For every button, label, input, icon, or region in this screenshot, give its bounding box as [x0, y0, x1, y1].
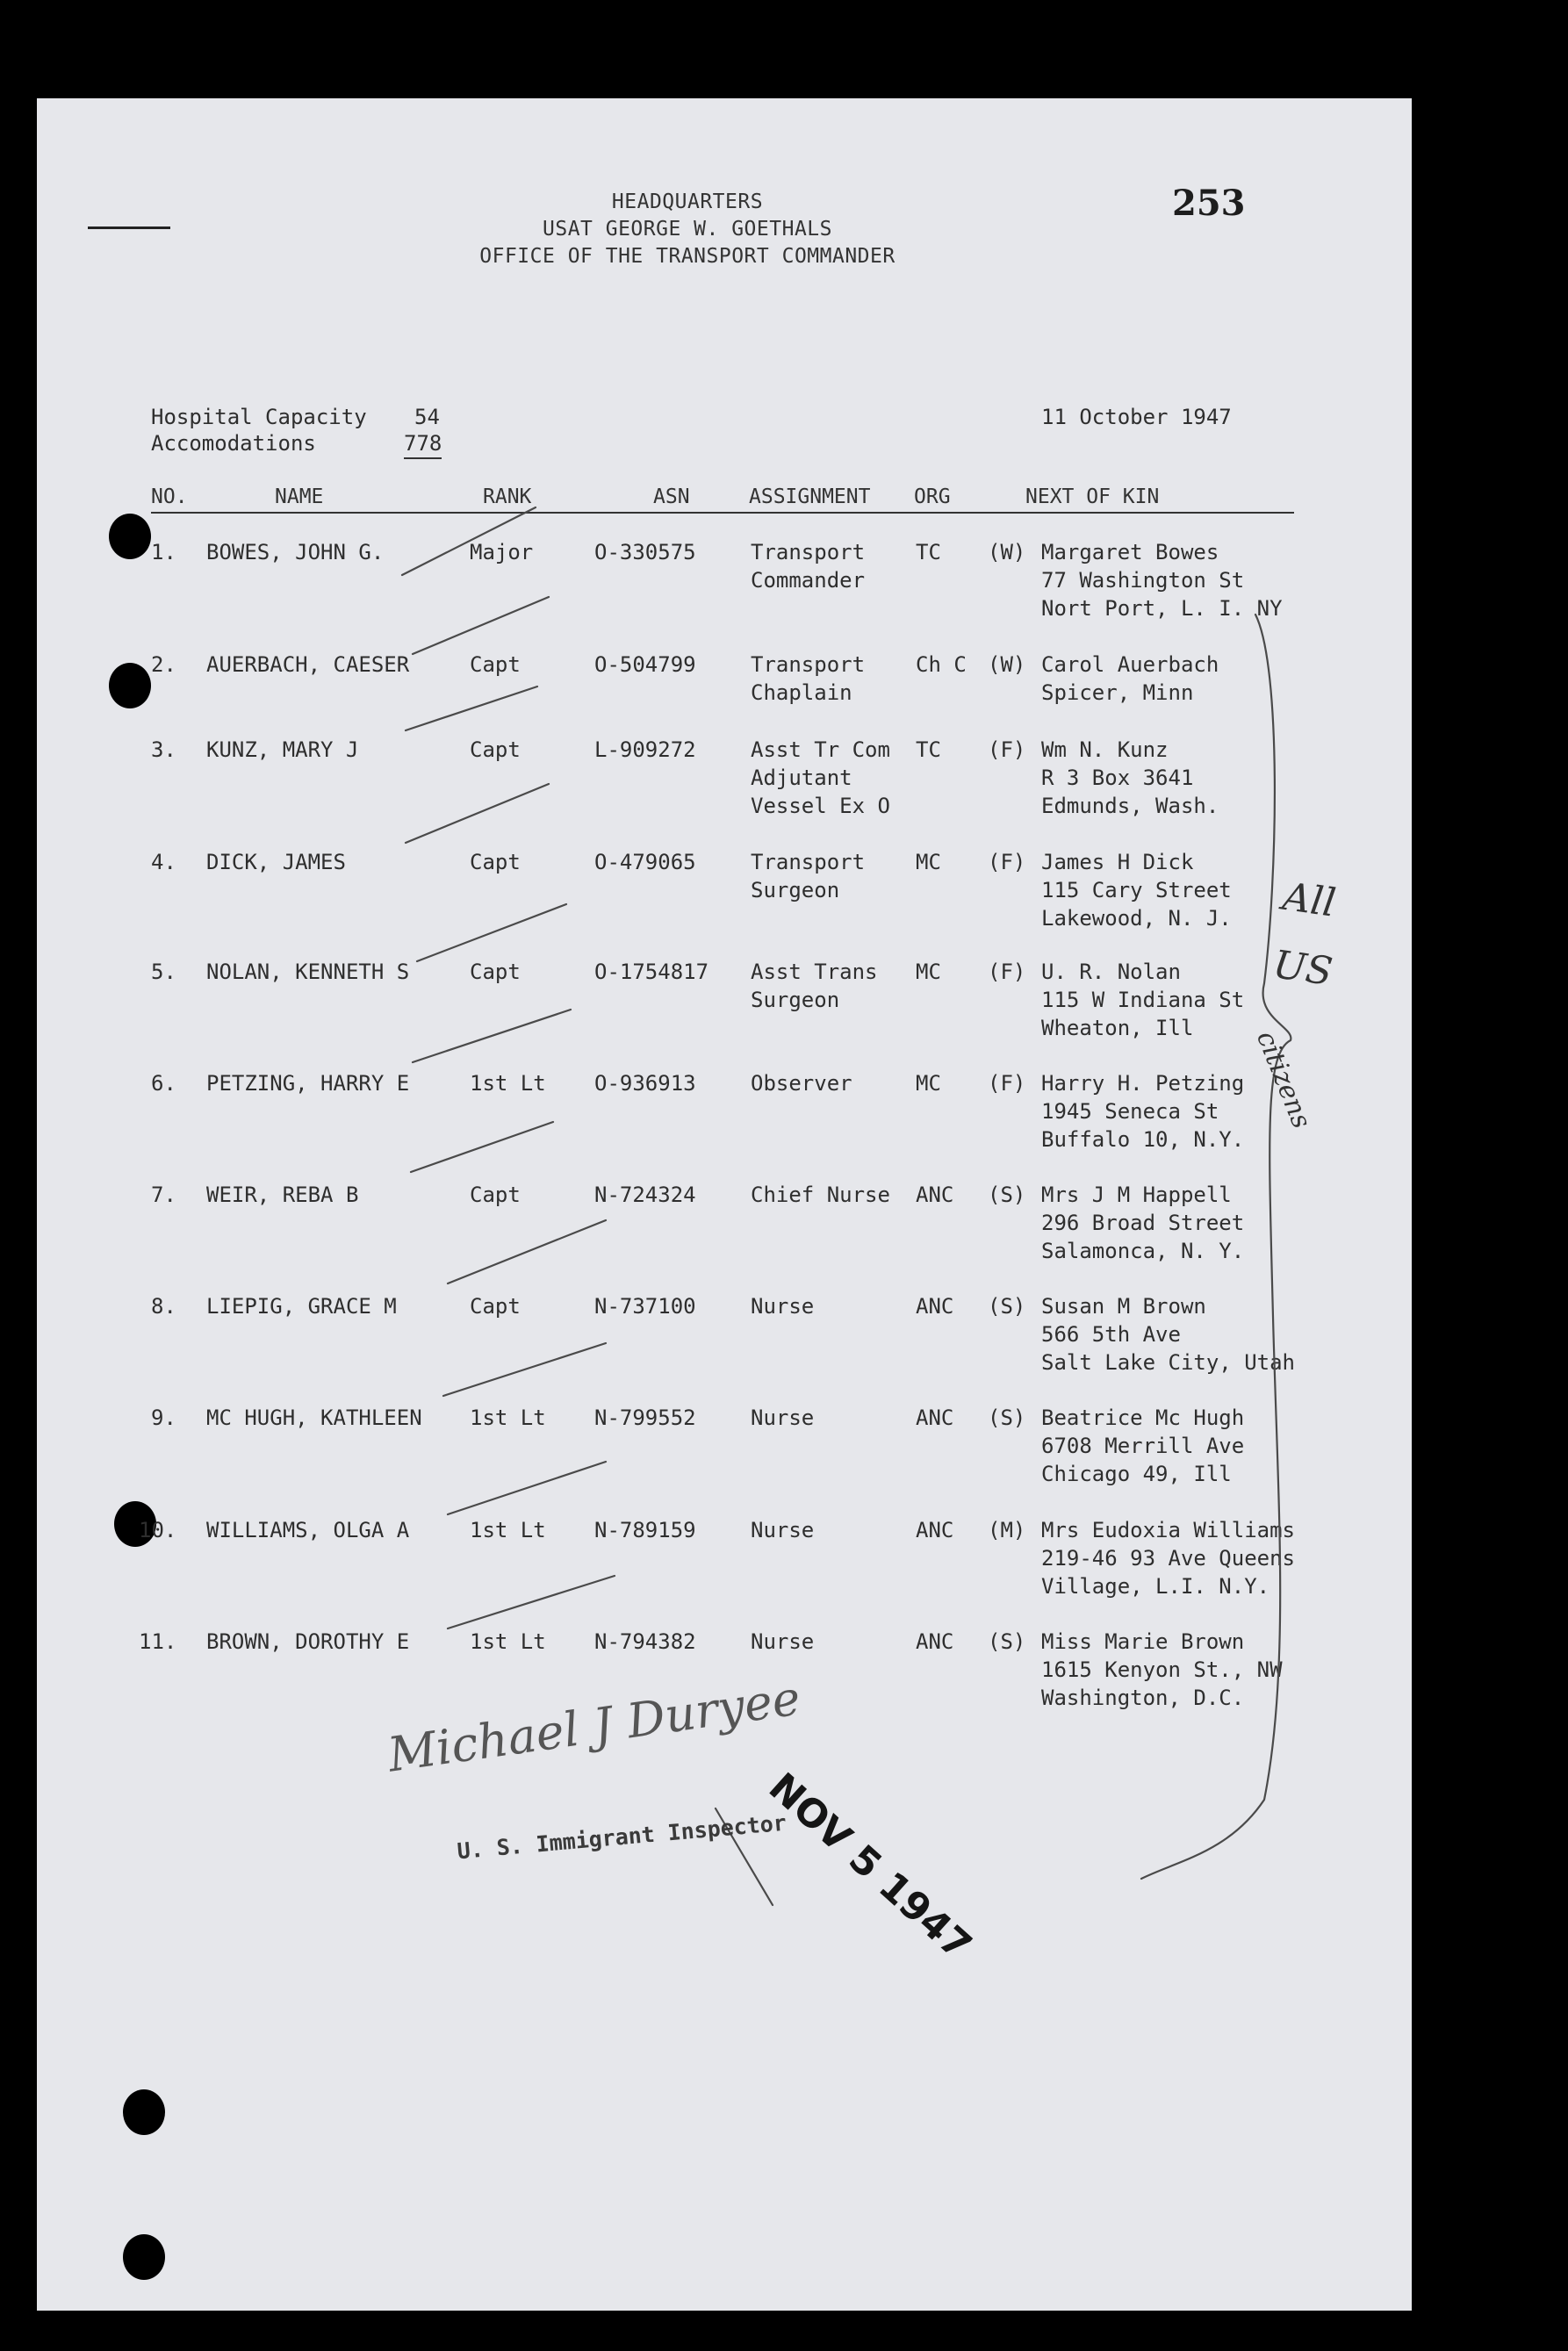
header-line-2: USAT GEORGE W. GOETHALS	[543, 218, 832, 241]
row-asn: O-504799	[594, 652, 696, 677]
margin-note: All US citizens	[1249, 874, 1339, 1133]
row-rank: 1st Lt	[470, 1071, 546, 1096]
row-relation: (S)	[988, 1629, 1026, 1654]
row-next-of-kin-line: 115 Cary Street	[1041, 878, 1232, 902]
row-rank: 1st Lt	[470, 1406, 546, 1430]
row-relation: (M)	[988, 1518, 1026, 1542]
row-rank: Capt	[470, 1294, 521, 1319]
row-next-of-kin-line: Mrs J M Happell	[1041, 1183, 1232, 1207]
header-line-3: OFFICE OF THE TRANSPORT COMMANDER	[479, 245, 895, 268]
hospital-capacity-label: Hospital Capacity	[151, 405, 367, 429]
row-assignment-line: Nurse	[751, 1294, 815, 1319]
rank-strokes	[402, 507, 615, 1628]
row-asn: O-330575	[594, 540, 696, 564]
row-number: 11.	[139, 1629, 177, 1654]
row-assignment-line: Nurse	[751, 1518, 815, 1542]
row-org: TC	[916, 737, 941, 762]
row-name: AUERBACH, CAESER	[206, 652, 410, 677]
row-org: ANC	[916, 1294, 954, 1319]
row-next-of-kin-line: 77 Washington St	[1041, 568, 1245, 593]
row-assignment-line: Surgeon	[751, 878, 840, 902]
row-name: BOWES, JOHN G.	[206, 540, 385, 564]
document-date: 11 October 1947	[1041, 405, 1232, 429]
row-assignment-line: Observer	[751, 1071, 852, 1096]
row-relation: (W)	[988, 652, 1026, 677]
row-name: WILLIAMS, OLGA A	[206, 1518, 410, 1542]
immigrant-inspector-stamp: U. S. Immigrant Inspector	[456, 1809, 788, 1865]
accommodations-value: 778	[404, 429, 442, 459]
row-org: ANC	[916, 1518, 954, 1542]
row-asn: N-737100	[594, 1294, 696, 1319]
row-next-of-kin-line: Harry H. Petzing	[1041, 1071, 1245, 1096]
header-line-1: HEADQUARTERS	[611, 191, 764, 213]
row-number: 9.	[151, 1406, 176, 1430]
row-rank: Capt	[470, 737, 521, 762]
row-next-of-kin-line: 115 W Indiana St	[1041, 988, 1245, 1012]
row-rank: Capt	[470, 960, 521, 984]
row-asn: L-909272	[594, 737, 696, 762]
row-rank: Major	[470, 540, 534, 564]
row-name: LIEPIG, GRACE M	[206, 1294, 397, 1319]
row-next-of-kin-line: Nort Port, L. I. NY	[1041, 596, 1283, 621]
row-next-of-kin-line: Wheaton, Ill	[1041, 1016, 1194, 1040]
date-stamp: NOV 5 1947	[759, 1765, 981, 1969]
row-name: PETZING, HARRY E	[206, 1071, 410, 1096]
row-asn: N-794382	[594, 1629, 696, 1654]
row-name: WEIR, REBA B	[206, 1183, 359, 1207]
row-assignment-line: Vessel Ex O	[751, 794, 890, 818]
row-name: BROWN, DOROTHY E	[206, 1629, 410, 1654]
row-next-of-kin-line: Salt Lake City, Utah	[1041, 1350, 1295, 1375]
row-relation: (S)	[988, 1406, 1026, 1430]
col-header-assignment: ASSIGNMENT	[749, 485, 871, 508]
row-asn: N-799552	[594, 1406, 696, 1430]
row-next-of-kin-line: Carol Auerbach	[1041, 652, 1219, 677]
row-asn: O-479065	[594, 850, 696, 874]
row-relation: (F)	[988, 1071, 1026, 1096]
row-relation: (S)	[988, 1294, 1026, 1319]
row-rank: Capt	[470, 1183, 521, 1207]
row-assignment-line: Chaplain	[751, 680, 852, 705]
accommodations-label: Accomodations	[151, 431, 316, 456]
row-next-of-kin-line: 1945 Seneca St	[1041, 1099, 1219, 1124]
row-assignment-line: Transport	[751, 652, 866, 677]
row-number: 8.	[151, 1294, 176, 1319]
row-next-of-kin-line: 1615 Kenyon St., NW	[1041, 1657, 1283, 1682]
row-next-of-kin-line: Margaret Bowes	[1041, 540, 1219, 564]
page-number: 253	[1172, 183, 1246, 224]
row-next-of-kin-line: Miss Marie Brown	[1041, 1629, 1245, 1654]
row-relation: (W)	[988, 540, 1026, 564]
row-assignment-line: Nurse	[751, 1406, 815, 1430]
row-next-of-kin-line: Beatrice Mc Hugh	[1041, 1406, 1245, 1430]
row-number: 6.	[151, 1071, 176, 1096]
row-org: MC	[916, 1071, 941, 1096]
row-rank: 1st Lt	[470, 1518, 546, 1542]
row-next-of-kin-line: Spicer, Minn	[1041, 680, 1194, 705]
row-rank: Capt	[470, 652, 521, 677]
row-next-of-kin-line: 219-46 93 Ave Queens	[1041, 1546, 1295, 1571]
row-number: 7.	[151, 1183, 176, 1207]
row-assignment-line: Commander	[751, 568, 866, 593]
row-next-of-kin-line: 566 5th Ave	[1041, 1322, 1181, 1347]
row-org: ANC	[916, 1183, 954, 1207]
row-assignment-line: Transport	[751, 540, 866, 564]
brace-mark	[1141, 615, 1291, 1879]
row-org: ANC	[916, 1629, 954, 1654]
row-relation: (S)	[988, 1183, 1026, 1207]
col-header-no: NO.	[151, 485, 188, 508]
row-next-of-kin-line: 296 Broad Street	[1041, 1211, 1245, 1235]
row-next-of-kin-line: Washington, D.C.	[1041, 1686, 1245, 1710]
row-next-of-kin-line: Village, L.I. N.Y.	[1041, 1574, 1270, 1599]
row-next-of-kin-line: Edmunds, Wash.	[1041, 794, 1219, 818]
row-next-of-kin-line: 6708 Merrill Ave	[1041, 1434, 1245, 1458]
row-asn: O-1754817	[594, 960, 709, 984]
row-org: MC	[916, 960, 941, 984]
row-assignment-line: Surgeon	[751, 988, 840, 1012]
row-next-of-kin-line: Susan M Brown	[1041, 1294, 1206, 1319]
row-assignment-line: Chief Nurse	[751, 1183, 890, 1207]
row-assignment-line: Asst Tr Com	[751, 737, 890, 762]
row-rank: 1st Lt	[470, 1629, 546, 1654]
row-asn: O-936913	[594, 1071, 696, 1096]
row-number: 3.	[151, 737, 176, 762]
row-asn: N-789159	[594, 1518, 696, 1542]
row-assignment-line: Asst Trans	[751, 960, 878, 984]
row-number: 5.	[151, 960, 176, 984]
hospital-capacity-value: 54	[414, 405, 440, 429]
row-next-of-kin-line: R 3 Box 3641	[1041, 766, 1194, 790]
row-relation: (F)	[988, 850, 1026, 874]
row-org: MC	[916, 850, 941, 874]
row-next-of-kin-line: Wm N. Kunz	[1041, 737, 1169, 762]
col-header-org: ORG	[914, 485, 951, 508]
row-relation: (F)	[988, 960, 1026, 984]
row-number: 1.	[151, 540, 176, 564]
row-name: NOLAN, KENNETH S	[206, 960, 410, 984]
row-next-of-kin-line: Buffalo 10, N.Y.	[1041, 1127, 1245, 1152]
row-number: 4.	[151, 850, 176, 874]
row-assignment-line: Nurse	[751, 1629, 815, 1654]
col-header-name: NAME	[275, 485, 324, 508]
col-header-asn: ASN	[653, 485, 690, 508]
row-name: MC HUGH, KATHLEEN	[206, 1406, 422, 1430]
row-org: TC	[916, 540, 941, 564]
row-assignment-line: Adjutant	[751, 766, 852, 790]
row-number: 10.	[139, 1518, 177, 1542]
row-number: 2.	[151, 652, 176, 677]
row-next-of-kin-line: James H Dick	[1041, 850, 1194, 874]
col-header-rank: RANK	[483, 485, 532, 508]
inspector-signature: Michael J Duryee	[384, 1670, 804, 1783]
row-next-of-kin-line: Lakewood, N. J.	[1041, 906, 1232, 931]
row-rank: Capt	[470, 850, 521, 874]
row-assignment-line: Transport	[751, 850, 866, 874]
row-next-of-kin-line: U. R. Nolan	[1041, 960, 1181, 984]
row-asn: N-724324	[594, 1183, 696, 1207]
row-name: DICK, JAMES	[206, 850, 346, 874]
row-next-of-kin-line: Salamonca, N. Y.	[1041, 1239, 1245, 1263]
row-org: Ch C	[916, 652, 967, 677]
row-name: KUNZ, MARY J	[206, 737, 359, 762]
row-relation: (F)	[988, 737, 1026, 762]
col-header-next-of-kin: NEXT OF KIN	[1025, 485, 1160, 508]
row-next-of-kin-line: Mrs Eudoxia Williams	[1041, 1518, 1295, 1542]
row-org: ANC	[916, 1406, 954, 1430]
row-next-of-kin-line: Chicago 49, Ill	[1041, 1462, 1232, 1486]
